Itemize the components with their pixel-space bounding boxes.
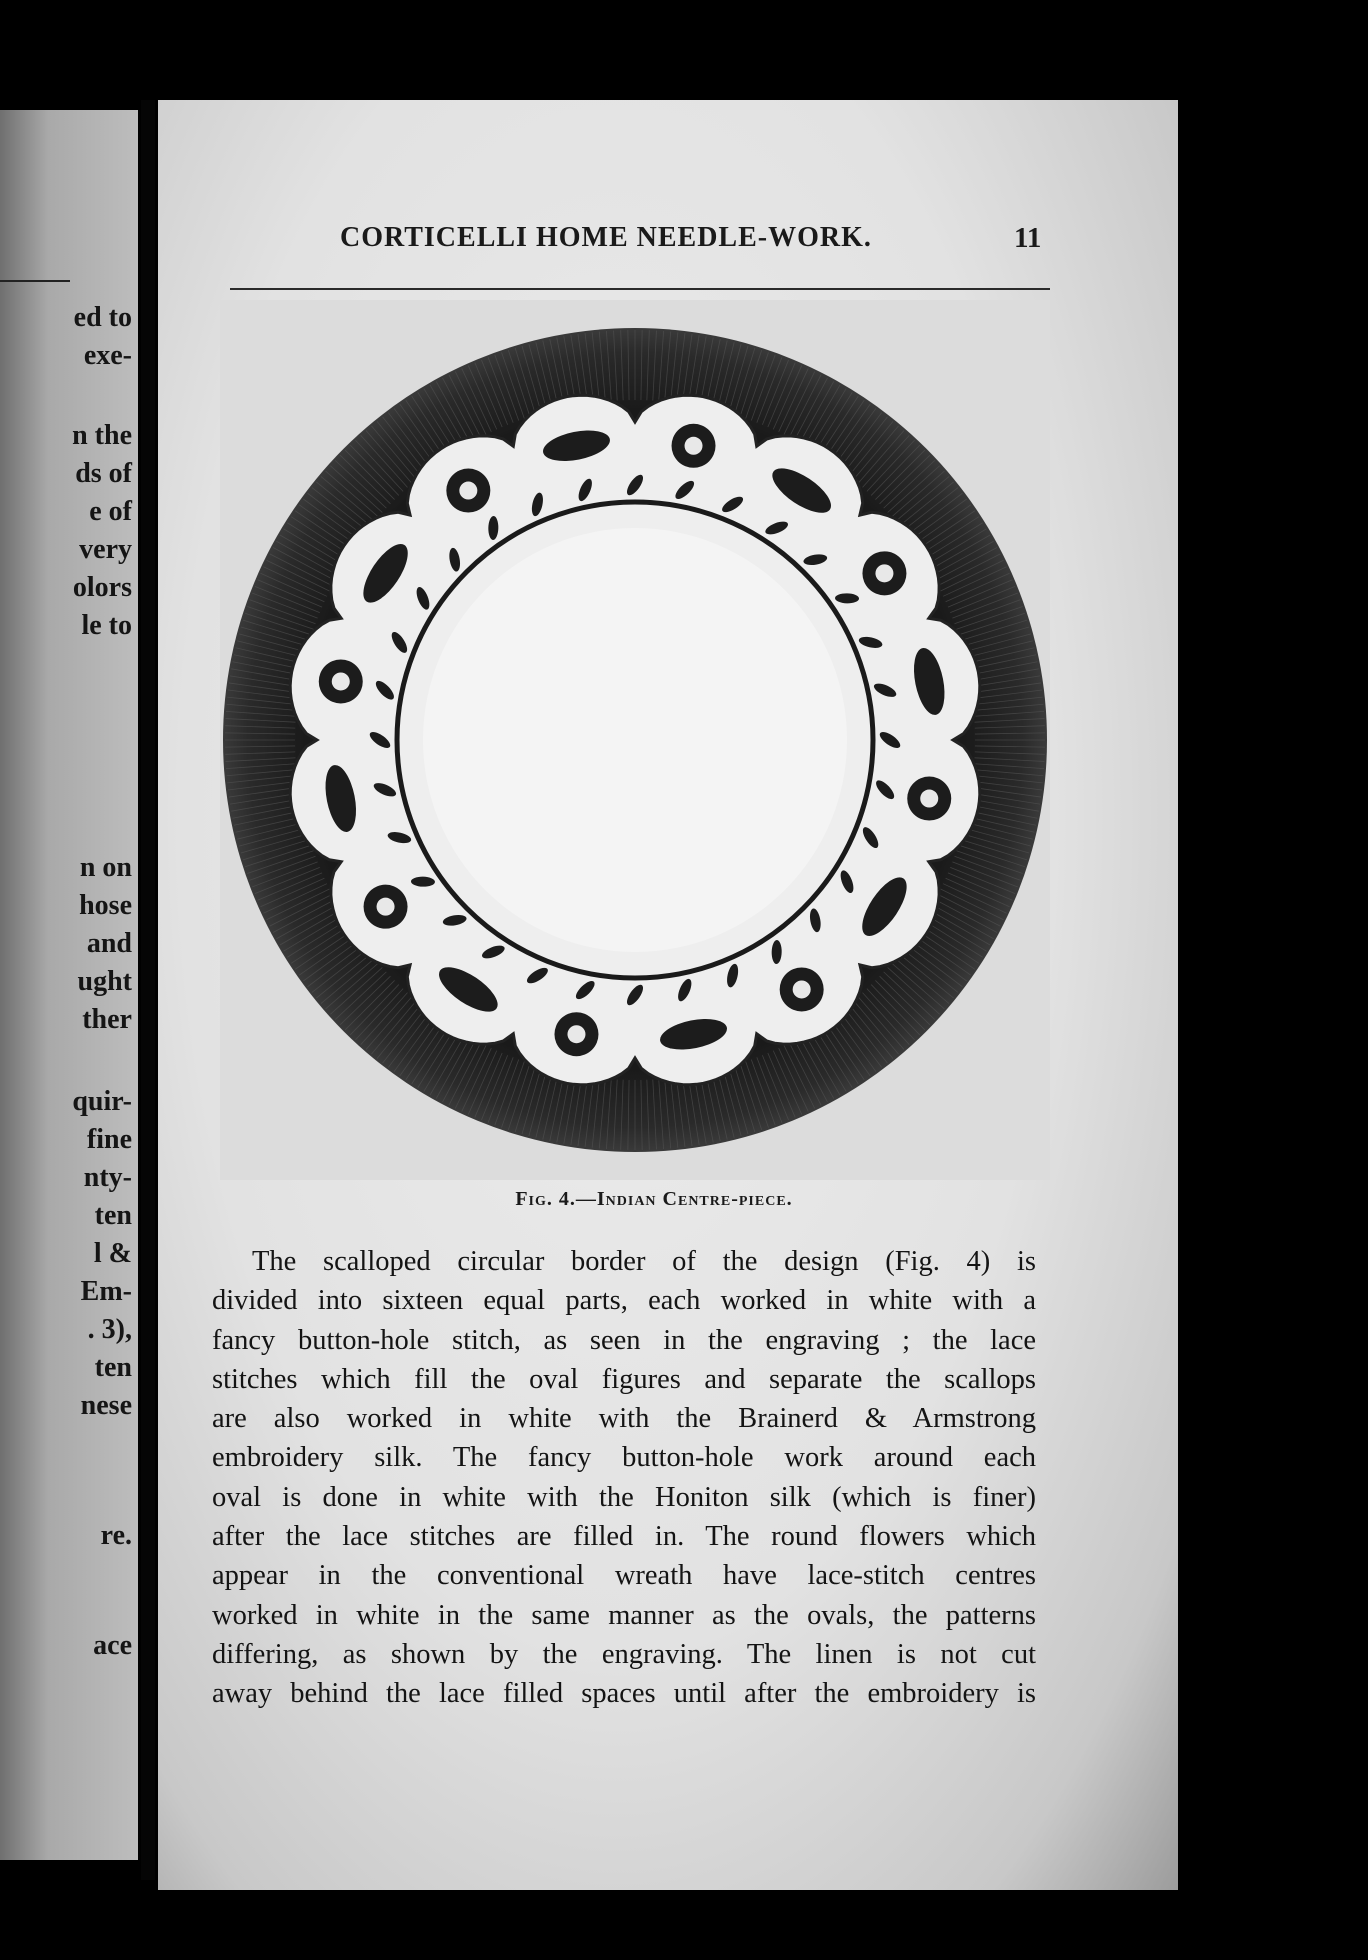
text-line: fancy button-hole stitch, as seen in the engraving ; the lace — [212, 1324, 1036, 1356]
left-fragment: ten — [94, 1200, 132, 1231]
text-line: after the lace stitches are filled in. The round flowers which — [212, 1521, 1036, 1553]
left-fragment: exe- — [83, 340, 132, 371]
page-number: 11 — [1014, 222, 1042, 254]
figure-plate — [220, 300, 1050, 1180]
left-fragment: e of — [89, 496, 132, 527]
text-line: appear in the conventional wreath have lace-stitch centres — [212, 1560, 1036, 1592]
left-fragment: ten — [94, 1352, 132, 1383]
left-fragment: . 3), — [87, 1314, 132, 1345]
rosette-centre — [793, 980, 811, 998]
left-fragment: nese — [80, 1390, 132, 1421]
centrepiece-illustration — [220, 300, 1050, 1180]
left-page-rule — [0, 280, 70, 282]
text-line: differing, as shown by the engraving. The linen is not cut — [212, 1638, 1036, 1670]
left-fragment: fine — [86, 1124, 132, 1155]
figure-caption-row — [0, 1188, 1368, 1211]
left-fragment: quir- — [72, 1086, 132, 1117]
text-line: are also worked in white with the Brainerd & Armstrong — [212, 1403, 1036, 1435]
text-line: stitches which fill the oval figures and separate the scallops — [212, 1363, 1036, 1395]
plain-centre — [423, 528, 847, 952]
left-page-fragment — [0, 110, 138, 1860]
left-fragment: n the — [72, 420, 132, 451]
left-fragment: l & — [93, 1238, 132, 1269]
running-head: CORTICELLI HOME NEEDLE-WORK. — [340, 222, 872, 253]
left-fragment: olors — [72, 572, 132, 603]
left-fragment: very — [79, 534, 132, 565]
rosette-centre — [685, 437, 703, 455]
figure-caption: Fig. 4.—Indian Centre-piece. — [515, 1188, 793, 1210]
left-fragment: ther — [82, 1004, 132, 1035]
left-fragment: le to — [81, 610, 132, 641]
text-line: oval is done in white with the Honiton silk (which is finer) — [212, 1481, 1036, 1513]
left-fragment: n on — [79, 852, 132, 883]
left-fragment: ed to — [73, 302, 132, 333]
header-rule — [230, 288, 1050, 290]
left-fragment: Em- — [80, 1276, 132, 1307]
text-line: embroidery silk. The fancy button-hole work around each — [212, 1442, 1036, 1474]
text-line: worked in white in the same manner as the ovals, the patterns — [212, 1599, 1036, 1631]
left-fragment: ds of — [75, 458, 132, 489]
left-fragment: and — [86, 928, 132, 959]
left-fragment: re. — [100, 1520, 132, 1551]
rosette-centre — [920, 790, 938, 808]
rosette-centre — [377, 898, 395, 916]
rosette-centre — [332, 672, 350, 690]
left-fragment: ace — [93, 1630, 132, 1661]
body-paragraph — [212, 1242, 1036, 1714]
text-line: divided into sixteen equal parts, each worked in white with a — [212, 1285, 1036, 1317]
text-line: The scalloped circular border of the design (Fig. 4) is — [252, 1246, 1036, 1277]
rosette-centre — [459, 482, 477, 500]
rosette-centre — [875, 564, 893, 582]
rosette-centre — [567, 1025, 585, 1043]
book-gutter — [141, 100, 155, 1880]
text-line: away behind the lace filled spaces until after the embroidery is — [212, 1678, 1036, 1710]
left-fragment: nty- — [83, 1162, 132, 1193]
left-fragment: hose — [79, 890, 132, 921]
left-fragment: ught — [77, 966, 132, 997]
